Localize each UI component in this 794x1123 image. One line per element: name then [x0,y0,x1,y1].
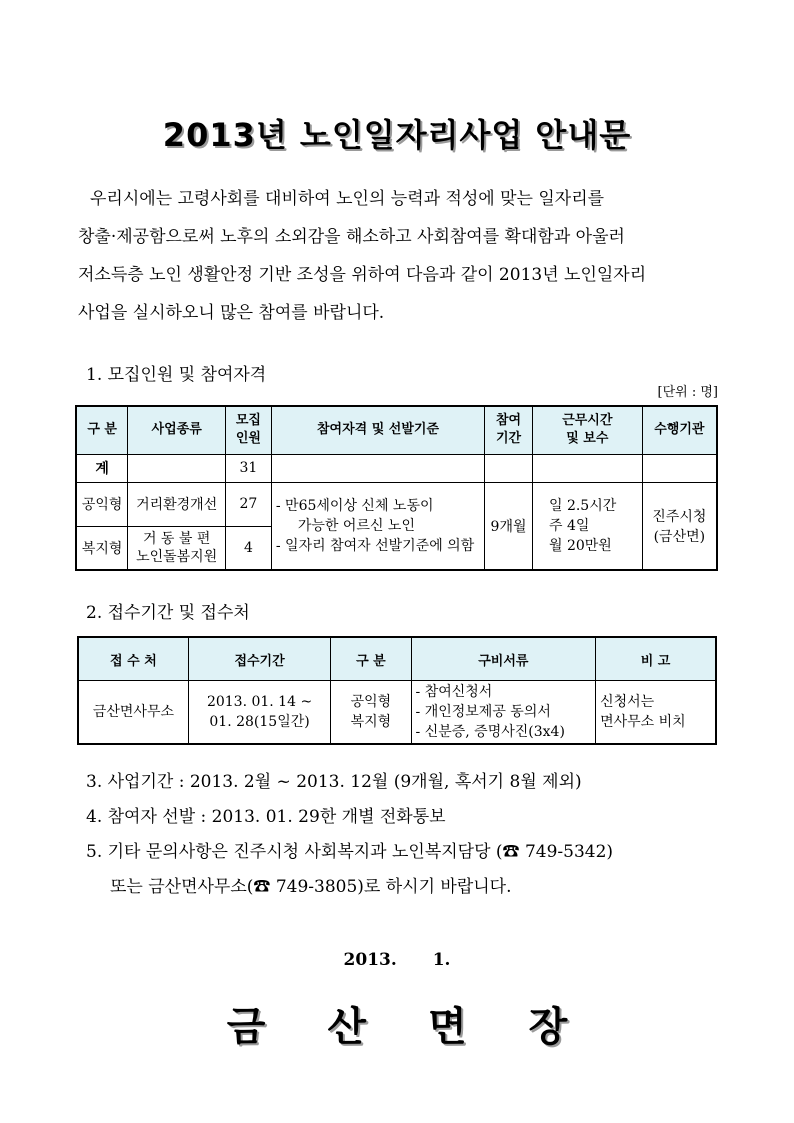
row-category: 복지형 [76,526,128,570]
signature: 금산면장 [226,1004,630,1050]
header-documents: 구비서류 [411,637,596,681]
info-item-contact: 5. 기타 문의사항은 진주시청 사회복지과 노인복지담당 (☎ 749-5342) [86,842,614,862]
place-cell: 금산면사무소 [78,681,188,745]
row-count: 4 [225,526,271,570]
row-count: 27 [225,482,271,526]
info-item-selection: 4. 참여자 선발 : 2013. 01. 29한 개별 전화통보 [86,807,446,827]
info-list [86,765,613,905]
application-table [77,636,717,745]
header-hours: 근무시간 및 보수 [532,406,642,454]
row-category: 공익형 [76,482,128,526]
header-place: 접 수 처 [78,637,188,681]
issue-date: 2013. 1. [343,950,451,970]
agency-cell: 진주시청 (금산면) [642,482,717,570]
header-period: 참여 기간 [485,406,533,454]
header-note: 비 고 [596,637,716,681]
table-row [78,681,716,745]
table-header-row [78,637,716,681]
info-item-period: 3. 사업기간 : 2013. 2월 ~ 2013. 12월 (9개월, 혹서기 8월 제외) [86,772,582,792]
info-item-contact-cont: 또는 금산면사무소(☎ 749-3805)로 하시기 바랍니다. [110,877,512,897]
table-row [76,454,717,482]
header-category: 구 분 [76,406,128,454]
header-category: 구 분 [331,637,411,681]
note-cell: 신청서는 면사무소 비치 [596,681,716,745]
header-agency: 수행기관 [642,406,717,454]
total-count: 31 [225,454,271,482]
document-title: 2013년 노인일자리사업 안내문 [162,116,632,154]
row-type: 거 동 불 편 노인돌봄지원 [128,526,226,570]
intro-line: 저소득층 노인 생활안정 기반 조성을 위하여 다음과 같이 2013년 노인일자리 [78,265,647,285]
hours-cell: 일 2.5시간 주 4일 월 20만원 [532,482,642,570]
header-period: 접수기간 [188,637,330,681]
period-cell: 2013. 01. 14 ~ 01. 28(15일간) [188,681,330,745]
criteria-cell: - 만65세이상 신체 노동이 가능한 어르신 노인 - 일자리 참여자 선발기준에 의함 [271,482,484,570]
row-type: 거리환경개선 [128,482,226,526]
header-criteria: 참여자격 및 선발기준 [271,406,484,454]
intro-line: 사업을 실시하오니 많은 참여를 바랍니다. [78,303,385,323]
category-cell: 공익형 복지형 [331,681,411,745]
intro-line: 우리시에는 고령사회를 대비하여 노인의 능력과 적성에 맞는 일자리를 [90,189,605,209]
section2-heading: 2. 접수기간 및 접수처 [86,603,250,623]
table-row [76,482,717,526]
intro-paragraph [78,180,718,332]
unit-label: [단위 : 명] [657,385,718,400]
period-cell: 9개월 [485,482,533,570]
header-type: 사업종류 [128,406,226,454]
total-label: 계 [76,454,128,482]
section1-heading: 1. 모집인원 및 참여자격 [86,365,267,385]
header-recruit: 모집 인원 [225,406,271,454]
table-header-row [76,406,717,454]
intro-line: 창출·제공함으로써 노후의 소외감을 해소하고 사회참여를 확대함과 아울러 [78,227,625,247]
recruitment-table [75,405,718,571]
documents-cell: - 참여신청서 - 개인정보제공 동의서 - 신분증, 증명사진(3x4) [411,681,596,745]
